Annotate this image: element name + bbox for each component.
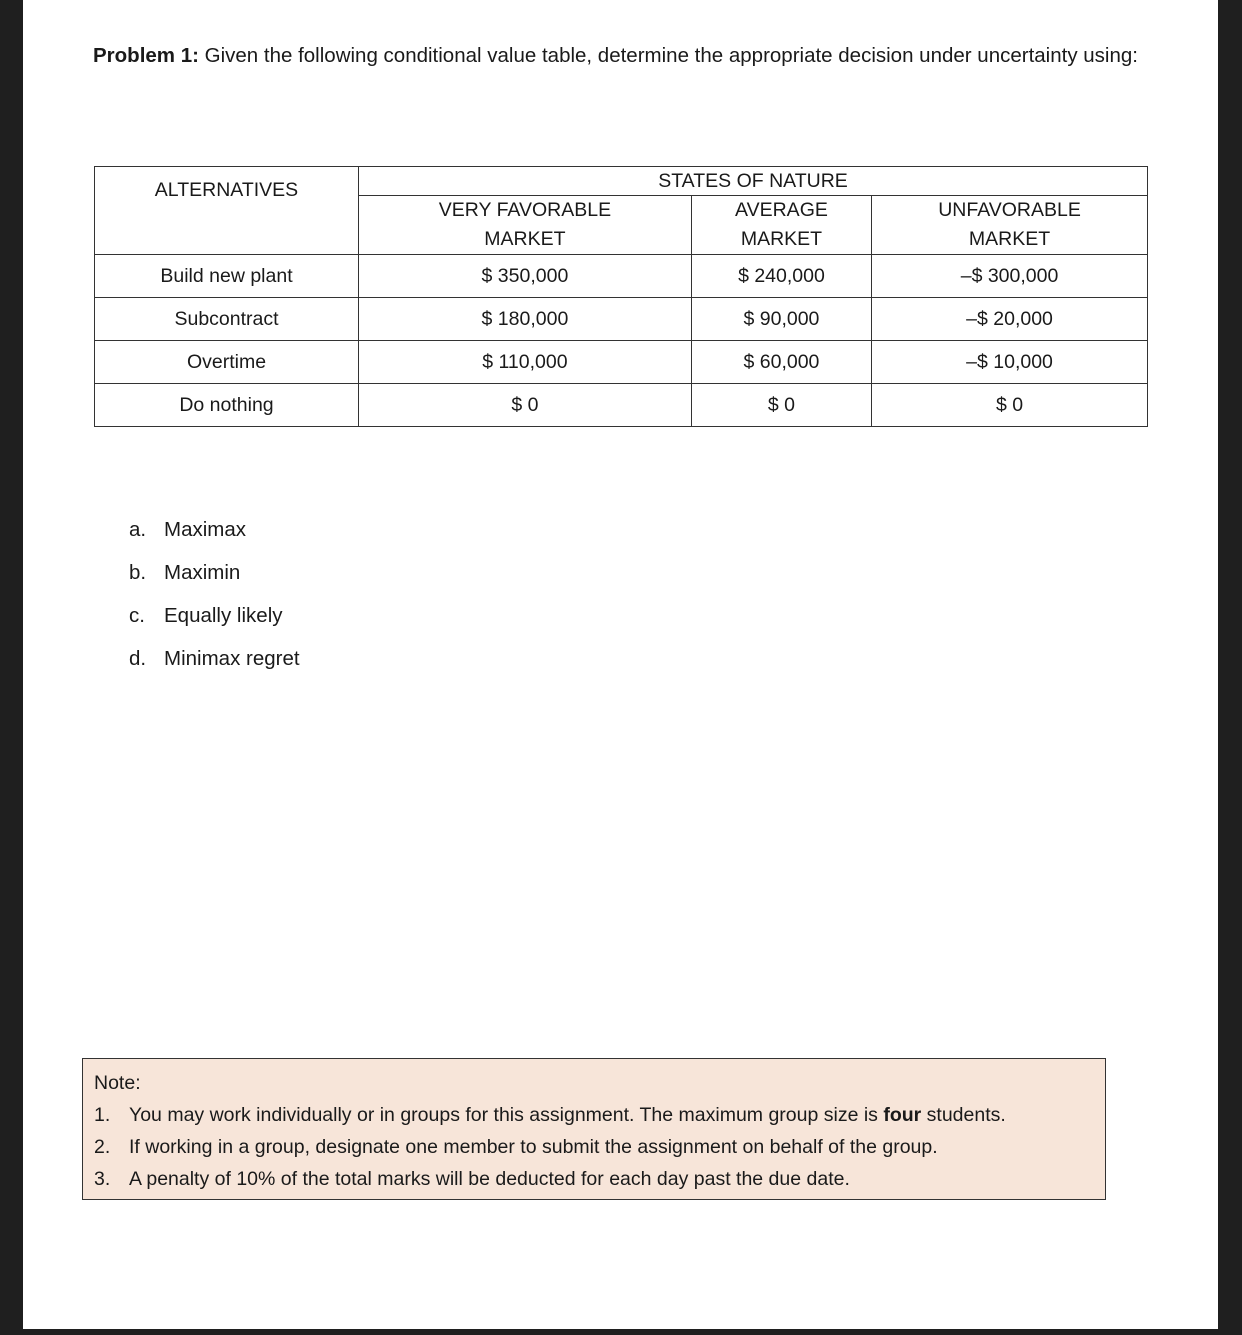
column-header-line2: MARKET <box>968 228 1051 250</box>
column-header-very-favorable <box>359 196 692 255</box>
alternative-name: Overtime <box>95 341 359 384</box>
list-item-text: Equally likely <box>164 604 283 627</box>
note-text: You may work individually or in groups for this assignment. The maximum group size is <box>129 1104 884 1126</box>
note-bold-text: four <box>883 1104 922 1126</box>
alternative-name: Subcontract <box>95 298 359 341</box>
value-cell: $ 240,000 <box>691 255 871 298</box>
list-item <box>129 637 300 680</box>
value-cell: $ 0 <box>691 384 871 427</box>
list-item-text: Maximax <box>164 518 247 541</box>
note-number: 2. <box>94 1136 111 1158</box>
list-item <box>129 551 300 594</box>
table-row <box>95 255 1148 298</box>
list-item-text: Maximin <box>164 561 241 584</box>
list-marker: b. <box>129 561 147 584</box>
document-page <box>23 0 1218 1329</box>
value-cell: $ 60,000 <box>691 341 871 384</box>
list-marker: c. <box>129 604 145 627</box>
note-number: 1. <box>94 1104 111 1126</box>
column-header-line1: VERY FAVORABLE <box>438 199 612 221</box>
note-title: Note: <box>94 1072 141 1094</box>
column-header-line2: MARKET <box>484 228 566 250</box>
column-header-line2: MARKET <box>740 228 823 250</box>
column-header-line1: UNFAVORABLE <box>938 199 1081 221</box>
note-number: 3. <box>94 1168 111 1190</box>
question-list <box>129 508 300 680</box>
note-box <box>82 1058 1106 1200</box>
value-cell: –$ 20,000 <box>872 298 1148 341</box>
list-item <box>129 508 300 551</box>
note-text: A penalty of 10% of the total marks will be deducted for each day past the due date. <box>129 1168 850 1190</box>
value-cell: $ 0 <box>872 384 1148 427</box>
table-row <box>95 341 1148 384</box>
note-text: If working in a group, designate one member to submit the assignment on behalf of the group. <box>129 1136 938 1158</box>
value-cell: $ 0 <box>359 384 692 427</box>
list-item-text: Minimax regret <box>164 647 300 670</box>
value-cell: $ 110,000 <box>359 341 692 384</box>
note-item <box>94 1099 1105 1131</box>
conditional-value-table <box>94 166 1148 427</box>
note-item <box>94 1163 1105 1195</box>
table-row <box>95 298 1148 341</box>
alternative-name: Build new plant <box>95 255 359 298</box>
states-of-nature-header: STATES OF NATURE <box>359 167 1148 196</box>
value-cell: –$ 300,000 <box>872 255 1148 298</box>
problem-statement <box>93 34 1163 78</box>
column-header-unfavorable <box>872 196 1148 255</box>
value-cell: –$ 10,000 <box>872 341 1148 384</box>
value-cell: $ 90,000 <box>691 298 871 341</box>
list-marker: d. <box>129 647 147 670</box>
problem-label: Problem 1: <box>93 44 199 67</box>
table-header-row <box>95 167 1148 196</box>
column-header-line1: AVERAGE <box>735 199 828 221</box>
alternatives-header: ALTERNATIVES <box>95 167 359 255</box>
value-cell: $ 180,000 <box>359 298 692 341</box>
list-marker: a. <box>129 518 147 541</box>
table-row <box>95 384 1148 427</box>
value-cell: $ 350,000 <box>359 255 692 298</box>
problem-text: Given the following conditional value table, determine the appropriate decision under uncertainty using: <box>198 44 1138 67</box>
alternative-name: Do nothing <box>95 384 359 427</box>
note-text-end: students. <box>921 1104 1006 1126</box>
column-header-average <box>691 196 871 255</box>
note-item <box>94 1131 1105 1163</box>
list-item <box>129 594 300 637</box>
note-list <box>94 1099 1105 1195</box>
